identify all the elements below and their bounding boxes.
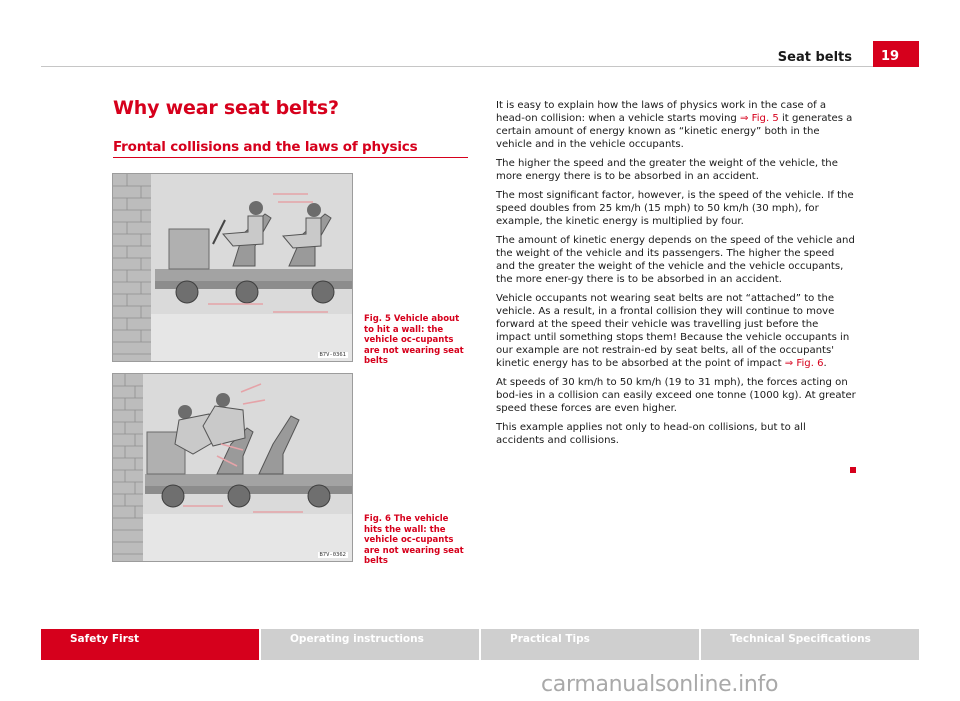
- section-subheading: Frontal collisions and the laws of physics: [113, 139, 418, 155]
- section-end-marker-icon: [850, 467, 856, 473]
- fig-6-link[interactable]: ⇒ Fig. 6: [784, 358, 824, 369]
- car-before-impact-drawing: [113, 174, 353, 362]
- brick-wall-icon: [113, 174, 151, 362]
- tab-technical-specifications[interactable]: Technical Specifications: [699, 629, 919, 660]
- brick-wall-icon: [113, 374, 143, 562]
- subheading-rule: [113, 157, 468, 158]
- figure-6-caption: Fig. 6 The vehicle hits the wall: the vehicle oc-cupants are not wearing seat belts: [364, 514, 464, 566]
- paragraph-6: At speeds of 30 km/h to 50 km/h (19 to 31 mph), the forces acting on bod-ies in a collision can easily exceed one tonne (1000 kg). At greater speed these forces are even higher.: [496, 377, 856, 414]
- header-rule: [41, 66, 919, 67]
- watermark: carmanualsonline.info: [541, 672, 779, 697]
- body-text: [496, 99, 856, 453]
- fig-5-link[interactable]: ⇒ Fig. 5: [740, 113, 779, 124]
- tab-safety-first[interactable]: Safety First: [41, 629, 259, 660]
- tab-operating-instructions[interactable]: Operating instructions: [259, 629, 479, 660]
- paragraph-7: This example applies not only to head-on collisions, but to all accidents and collisions.: [496, 422, 806, 446]
- car-impact-drawing: [113, 374, 353, 562]
- tab-practical-tips[interactable]: Practical Tips: [479, 629, 699, 660]
- paragraph-5: Vehicle occupants not wearing seat belts are not “attached” to the vehicle. As a result, in a frontal collision they will continue to move forward at the speed their vehicle was travelling just before the impact until something stops them! Because the vehicle occupants in our example are not restrain-ed by seat belts, all of the occupants' kinetic energy has to be absorbed at the point of impact ⇒ Fig. 6.: [496, 293, 850, 369]
- paragraph-3: The most significant factor, however, is the speed of the vehicle. If the speed doubles from 25 km/h (15 mph) to 50 km/h (30 mph), for example, the kinetic energy is multiplied by four.: [496, 190, 854, 227]
- section-title: Seat belts: [777, 50, 852, 65]
- page-heading: Why wear seat belts?: [113, 97, 339, 119]
- figure-6-illustration: [112, 373, 353, 562]
- figure-5-caption: Fig. 5 Vehicle about to hit a wall: the vehicle oc-cupants are not wearing seat belts: [364, 314, 464, 366]
- figure-5-code: B7V-0361: [319, 352, 346, 358]
- footer-nav: [41, 629, 919, 660]
- paragraph-1: It is easy to explain how the laws of physics work in the case of a head-on collision: when a vehicle starts moving ⇒ Fig. 5 it generates a certain amount of energy known as “kinetic energy” both in the vehicle and in the vehicle occupants.: [496, 100, 853, 150]
- page-number-badge: 19: [873, 41, 919, 67]
- paragraph-2: The higher the speed and the greater the weight of the vehicle, the more energy there is to be absorbed in an accident.: [496, 158, 838, 182]
- paragraph-4: The amount of kinetic energy depends on the speed of the vehicle and the weight of the vehicle and its passengers. The higher the speed and the greater the weight of the vehicle and the vehicle occupants, the more ener-gy there is to be absorbed in an accident.: [496, 235, 855, 285]
- figure-6-code: B7V-0362: [319, 552, 346, 558]
- figure-5-illustration: [112, 173, 353, 362]
